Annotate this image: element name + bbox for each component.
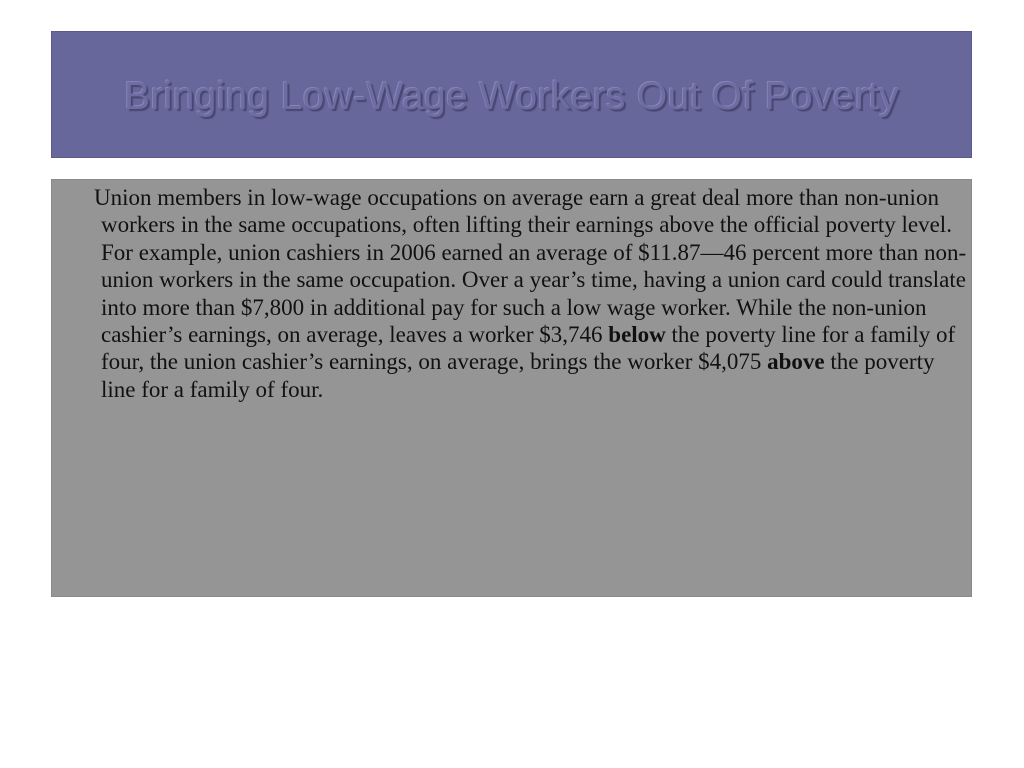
bold-below: below xyxy=(608,322,666,348)
slide-title: Bringing Low-Wage Workers Out Of Poverty xyxy=(124,75,899,118)
bold-above: above xyxy=(767,349,825,375)
paragraph-text-1: Union members in low-wage occupations on average earn a great deal more than non-union workers in the same occupations, often lifting their earnings above the official poverty level. For example, union cashiers in 2006 earned an average of $11.87—46 percent more than non-union workers in the same occupation. Over a year’s time, having a union card could translate into more than $7,800 in additional pay for such a low wage worker. While the non-union cashier’s earnings, on average, leaves a worker $3,746 xyxy=(94,185,967,348)
body-paragraph xyxy=(94,184,967,403)
paragraph-text-2: the poverty line for a family of four, the union cashier’s earnings, on average, brings the worker $4,075 xyxy=(101,322,956,375)
title-banner xyxy=(51,31,972,158)
paragraph-text-3: the poverty line for a family of four. xyxy=(101,349,935,402)
content-panel xyxy=(51,179,972,597)
